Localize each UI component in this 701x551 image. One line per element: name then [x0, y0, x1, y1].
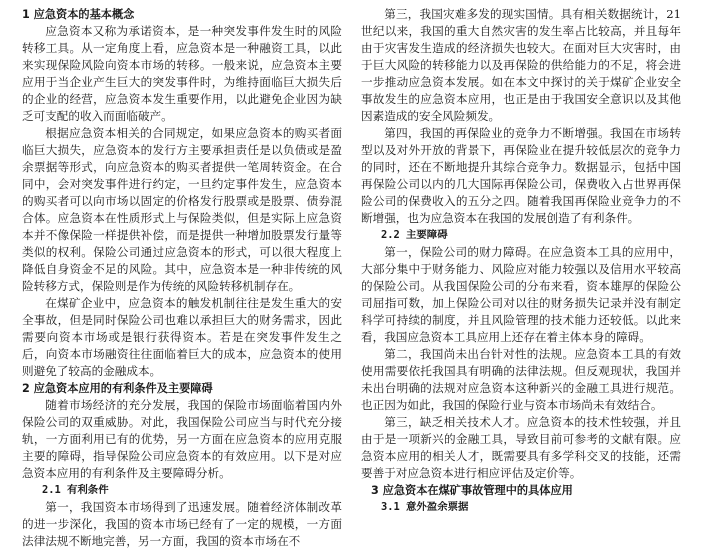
- section-heading-3: 3 应急资本在煤矿事故管理中的具体应用: [371, 484, 573, 497]
- paragraph: 第一，保险公司的财力障碍。在应急资本工具的应用中，大部分集中于财务能力、风险应对能力较强以及信用水平较高的保险公司。从我国保险公司的分布来看，资本雄厚的保险公司屈指可数，加上保险公司对以往的财务损失记录并没有制定科学可持续的制度，并且风险管理的技术能力还较低。以此来看，我国应急资本工具应用上还存在着主体本身的障碍。: [361, 245, 681, 344]
- right-column: [361, 6, 681, 516]
- left-column: [22, 6, 342, 550]
- section-heading-2: 2 应急资本应用的有利条件及主要障碍: [22, 382, 213, 395]
- paragraph: 第一，我国资本市场得到了迅速发展。随着经济体制改革的进一步深化，我国的资本市场已经有了一定的规模，一方面法律法规不断地完善，另一方面，我国的资本市场在不: [22, 500, 342, 548]
- subsection-heading-3-1: 3.1 意外盈余票据: [381, 501, 469, 513]
- section-heading-1: 1 应急资本的基本概念: [22, 8, 135, 21]
- paragraph: 在煤矿企业中，应急资本的触发机制往往是发生重大的安全事故，但是同时保险公司也难以承担巨大的财务需求，因此需要向资本市场或是银行获得资本。若是在突发事件发生之后，向资本市场融资往往面临着巨大的成本，应急资本的使用则避免了较高的金融成本。: [22, 296, 342, 378]
- paragraph: 随着市场经济的充分发展，我国的保险市场面临着国内外保险公司的双重威胁。对此，我国保险公司应当与时代充分接轨，一方面利用已有的优势，另一方面在应急资本的应用克服主要的障碍，指导保险公司应急资本的有效应用。以下是对应急资本应用的有利条件及主要障碍分析。: [22, 398, 342, 480]
- paragraph: 第四，我国的再保险业的竞争力不断增强。我国在市场转型以及对外开放的背景下，再保险业在提升较低层次的竞争力的同时，还在不断地提升其综合竞争力。数据显示，包括中国再保险公司以内的几大国际再保险公司，保费收入占世界再保险公司的保费收入的五分之四。随着我国再保险业竞争力的不断增强，也为应急资本在我国的发展创造了有利条件。: [361, 126, 681, 225]
- paragraph: 第三，缺乏相关技术人才。应急资本的技术性较强，并且由于是一项新兴的金融工具，导致目前可参考的文献有限。应急资本应用的相关人才，既需要具有多学科交叉的技能，还需要善于对应急资本进行相应评估及定价等。: [361, 415, 681, 480]
- paragraph: 根据应急资本相关的合同规定，如果应急资本的购买者面临巨大损失，应急资本的发行方主要承担责任是以负债或是盈余票据等形式，向应急资本的购买者提供一笔周转资金。在合同中，会对突发事件进行约定，一旦约定事件发生，应急资本的购买者可以向市场以固定的价格发行股票或是股票、债券混合体。应急资本在性质形式上与保险类似，但是实际上应急资本并不像保险一样提供补偿，而是提供一种增加股票发行量等类似的权利。保险公司通过应急资本的形式，可以很大程度上降低自身资金不足的风险。其中，应急资本是一种非传统的风险转移方式，保险则是作为传统的风险转移机制存在。: [22, 126, 342, 293]
- paragraph: 应急资本又称为承诺资本，是一种突发事件发生时的风险转移工具。从一定角度上看，应急资本是一种融资工具，以此来实现保险风险向资本市场的转移。一般来说，应急资本主要应用于当企业产生巨大的突发事件时，为维持面临巨大损失后的企业的经营，应急资本发生重要作用，以此避免企业因为缺乏可支配的收入而面临破产。: [22, 24, 342, 123]
- subsection-heading-2-2: 2.2 主要障碍: [381, 229, 448, 241]
- subsection-heading-2-1: 2.1 有利条件: [42, 484, 109, 496]
- paragraph: 第三，我国灾难多发的现实国情。具有相关数据统计，21世纪以来，我国的重大自然灾害的发生率占比较高，并且每年由于灾害发生造成的经济损失也较大。在面对巨大灾害时，由于巨大风险的转移能力以及再保险的供给能力的不足，将会进一步推动应急资本发展。如在本文中探讨的关于煤矿企业安全事故发生的应急资本应用，也正是由于我国安全意识以及其他因素造成的安全风险频发。: [361, 7, 681, 123]
- paragraph: 第二，我国尚未出台针对性的法规。应急资本工具的有效使用需要依托我国具有明确的法律法规。但反观现状，我国并未出台明确的法规对应急资本这种新兴的金融工具进行规范。也正因为如此，我国的保险行业与资本市场尚未有效结合。: [361, 347, 681, 412]
